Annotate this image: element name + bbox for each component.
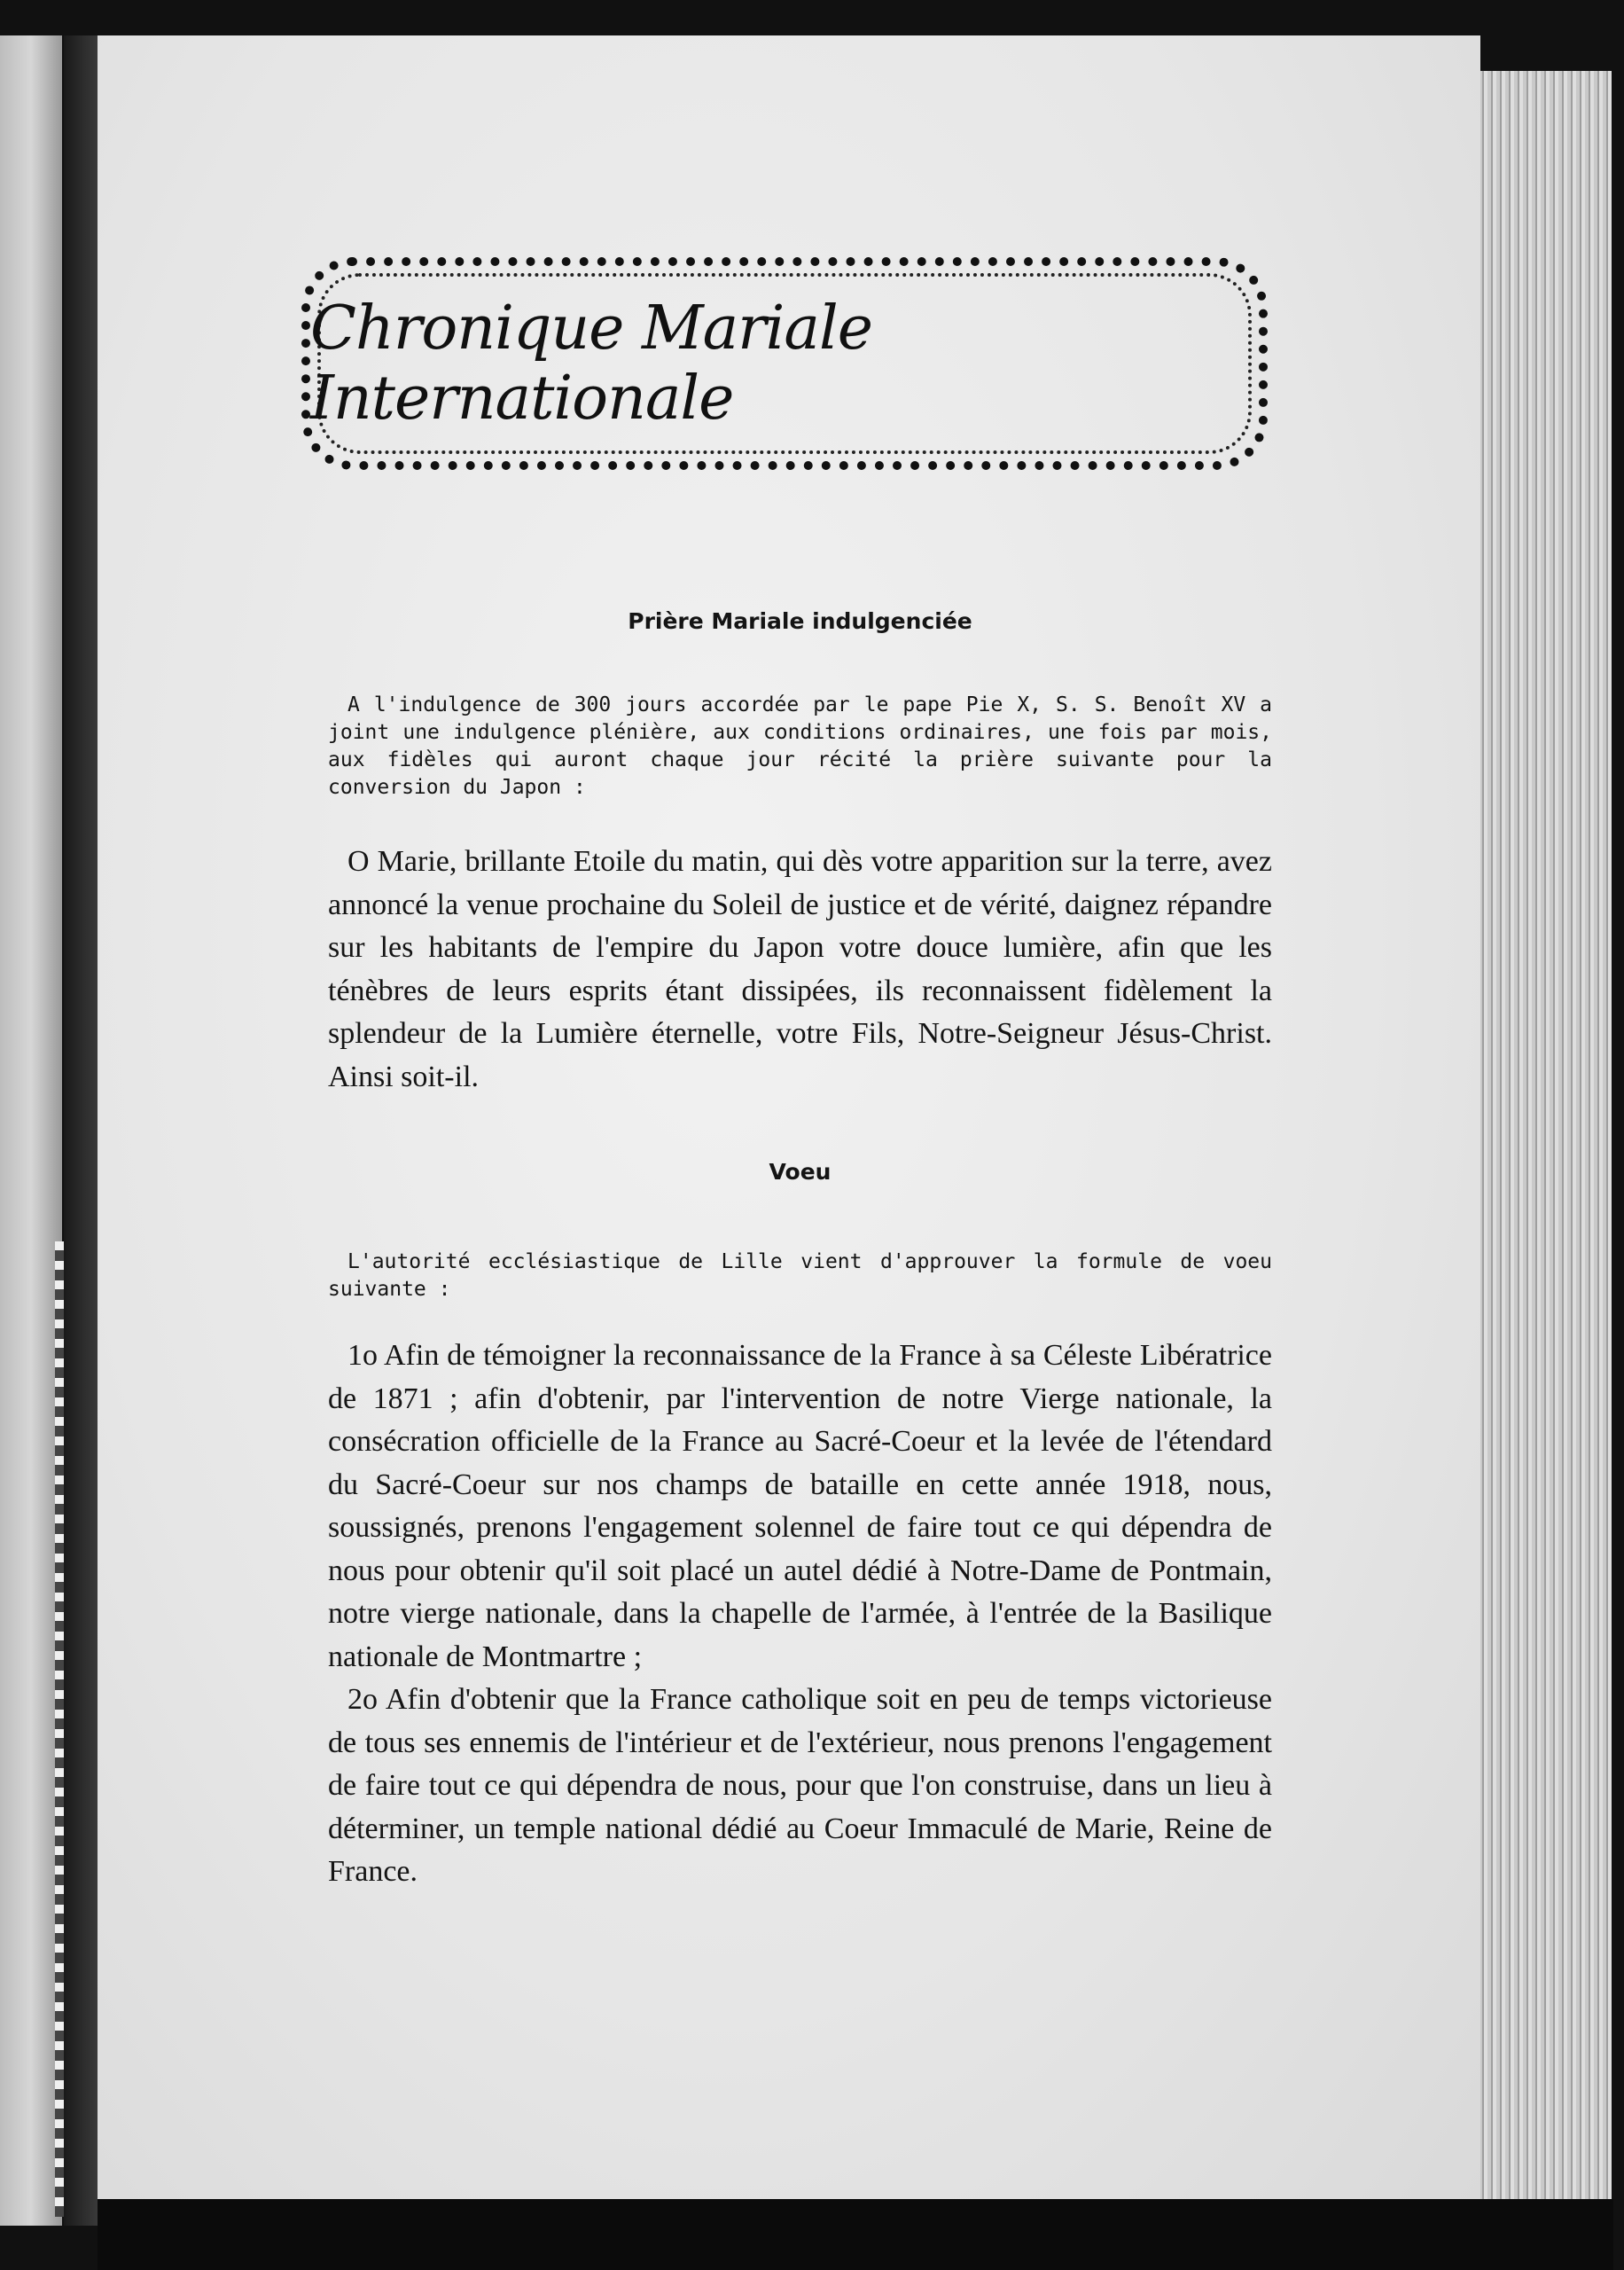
priere-prayer-paragraph [328, 841, 1272, 1099]
voeu-intro-text: L'autorité ecclésiastique de Lille vient d'approuver la formule de voeu suivante : [328, 1250, 1272, 1301]
priere-intro-text: A l'indulgence de 300 jours accordée par le pape Pie X, S. S. Benoît XV a joint une indulgence plénière, aux conditions ordinaires, une fois par mois, aux fidèles qui auront chaque jour récité la prière suivante pour la conversion du Japon : [328, 693, 1272, 799]
left-page-edge [0, 35, 62, 2226]
section-heading-voeu: Voeu [769, 1159, 832, 1185]
bottom-shadow [98, 2199, 1613, 2270]
book-gutter [64, 35, 98, 2226]
priere-prayer-text: O Marie, brillante Etoile du matin, qui dès votre apparition sur la terre, avez annoncé la venue prochaine du Soleil de justice et de vérité, daignez répandre sur les habitants de l'empire du Japon votre douce lumière, afin que les ténèbres de leurs esprits étant dissipées, ils reconnaissent fidèlement la splendeur de la Lumière éternelle, votre Fils, Notre-Seigneur Jésus-Christ. Ainsi soit-il. [328, 845, 1272, 1093]
voeu-item-1: 1o Afin de témoigner la reconnaissance de la France à sa Céleste Libératrice de 1871 ; afin d'obtenir, par l'intervention de notre Vierge nationale, la consécration officielle de la France au Sacré-Coeur et la levée de l'étendard du Sacré-Coeur sur nos champs de bataille en cette année 1918, nous, soussignés, prenons l'engagement solennel de faire tout ce qui dépendra de nous pour obtenir qu'il soit placé un autel dédié à Notre-Dame de Pontmain, notre vierge nationale, dans la chapelle de l'armée, à l'entrée de la Basilique nationale de Montmartre ; [328, 1339, 1272, 1673]
priere-intro-paragraph [328, 692, 1272, 802]
voeu-item-2: 2o Afin d'obtenir que la France catholique soit en peu de temps victorieuse de tous ses ennemis de l'intérieur et de l'extérieur, nous prenons l'engagement de faire tout ce qui dépendra de nous, pour que l'on construise, dans un lieu à déterminer, un temple national dédié au Coeur Immaculé de Marie, Reine de France. [328, 1683, 1272, 1888]
page-title: Chronique Mariale Internationale [310, 294, 872, 434]
voeu-intro-paragraph [328, 1248, 1272, 1303]
section-heading-priere: Prière Mariale indulgenciée [628, 608, 972, 634]
voeu-items [328, 1335, 1272, 1894]
title-banner [301, 257, 1268, 470]
page-stack-edge [1479, 71, 1612, 2199]
left-page-edge-marks [55, 1241, 64, 2217]
